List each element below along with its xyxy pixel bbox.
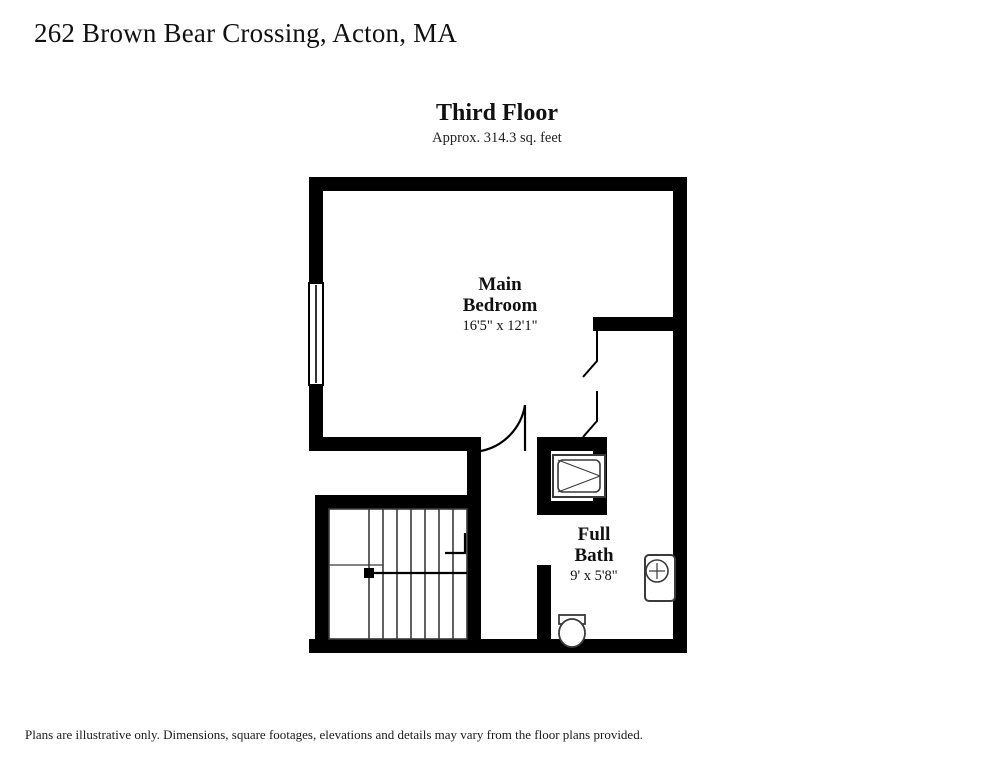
floor-plan-svg [297,165,697,665]
window-left-wall [309,283,323,385]
room-name-line2: Bedroom [462,294,538,316]
room-dimensions: 9' x 5'8" [570,567,618,584]
room-dimensions: 16'5" x 12'1" [462,317,538,334]
floor-plan-drawing [297,165,697,665]
disclaimer-text: Plans are illustrative only. Dimensions, square footages, elevations and details may vary from the floor plans provided. [25,727,643,742]
staircase [329,509,467,639]
floor-name: Third Floor [435,100,558,126]
room-name-line1: Full [577,524,611,545]
toilet-fixture [559,615,585,647]
sink-fixture [645,555,675,601]
page-title: 262 Brown Bear Crossing, Acton, MA [34,18,458,48]
bathtub-fixture [553,455,605,497]
floor-plan-heading [0,100,994,147]
room-name-line1: Main [478,274,522,295]
room-name-line2: Bath [574,544,614,566]
floor-area: Approx. 314.3 sq. feet [432,129,562,146]
